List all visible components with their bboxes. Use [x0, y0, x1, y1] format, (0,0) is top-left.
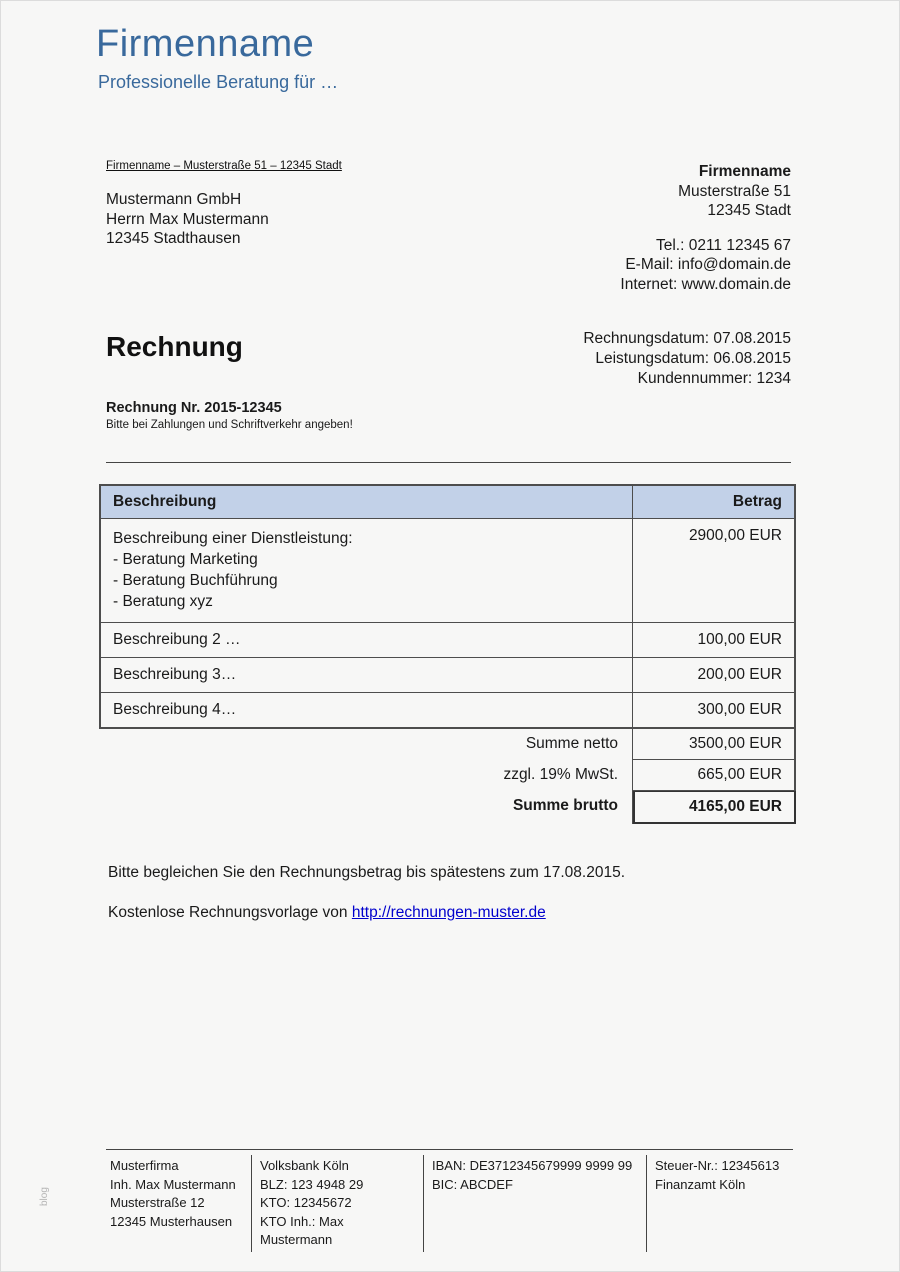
row-description: Beschreibung 4…: [101, 693, 633, 727]
watermark-text: blog: [39, 1187, 50, 1206]
summary-amount: 3500,00 EUR: [633, 729, 796, 760]
company-email: E-Mail: info@domain.de: [625, 256, 791, 273]
summary-label: Summe brutto: [99, 791, 633, 824]
company-info-block: [471, 162, 791, 294]
description-line: - Beratung Marketing: [113, 551, 258, 568]
customer-number: Kundennummer: 1234: [637, 370, 791, 387]
row-amount: 200,00 EUR: [697, 666, 782, 683]
summary-label: Summe netto: [99, 729, 633, 760]
footer-line: Finanzamt Köln: [655, 1176, 746, 1192]
summary-row-mwst: [99, 760, 796, 791]
summary-amount: 665,00 EUR: [633, 760, 796, 791]
company-website: Internet: www.domain.de: [620, 275, 791, 293]
description-line: - Beratung xyz: [113, 593, 213, 610]
recipient-address-block: [106, 190, 269, 249]
company-name: Firmenname: [96, 23, 315, 65]
payment-deadline-note: Bitte begleichen Sie den Rechnungsbetrag bis spätestens zum 17.08.2015.: [108, 864, 626, 881]
template-credit-text: Kostenlose Rechnungsvorlage von: [108, 904, 352, 921]
row-amount: 100,00 EUR: [697, 631, 782, 648]
template-credit-link[interactable]: http://rechnungen-muster.de: [351, 904, 546, 921]
company-tagline: Professionelle Beratung für …: [98, 72, 339, 92]
sender-address-line: Firmenname – Musterstraße 51 – 12345 Stadt: [106, 160, 342, 172]
table-header-row: [101, 486, 794, 519]
footer-iban-column: [423, 1155, 646, 1252]
footer-bank-column: [251, 1155, 423, 1252]
footer-line: 12345 Musterhausen: [110, 1213, 233, 1229]
invoice-table: [99, 484, 796, 824]
footer-company-column: [106, 1155, 251, 1252]
footer-line: KTO: 12345672: [260, 1195, 352, 1210]
footer-line: Steuer-Nr.: 12345613: [655, 1158, 780, 1173]
description-line: Beschreibung einer Dienstleistung:: [113, 530, 353, 547]
invoice-summary: [99, 729, 796, 824]
company-info-street: Musterstraße 51: [678, 182, 791, 200]
summary-amount: 4165,00 EUR: [633, 791, 796, 824]
row-description: Beschreibung 3…: [101, 658, 633, 692]
invoice-meta-block: [471, 329, 791, 389]
summary-label: zzgl. 19% MwSt.: [99, 760, 633, 791]
footer-tax-column: [646, 1155, 793, 1252]
row-description: [101, 519, 633, 622]
row-amount: 2900,00 EUR: [688, 527, 782, 544]
company-phone: Tel.: 0211 12345 67: [655, 236, 791, 254]
footer-line: Volksbank Köln: [260, 1158, 349, 1173]
summary-row-brutto: [99, 791, 796, 824]
brand-header: [96, 23, 338, 93]
company-contact-block: [471, 236, 791, 295]
template-credit-line: [108, 904, 546, 922]
recipient-line: Herrn Max Mustermann: [106, 210, 269, 228]
table-row: [101, 519, 794, 623]
invoice-number: Rechnung Nr. 2015-12345: [106, 400, 282, 416]
divider-line: [106, 462, 791, 463]
column-header-amount: Betrag: [732, 493, 782, 510]
column-header-description: Beschreibung: [101, 486, 633, 518]
invoice-table-main: [99, 484, 796, 729]
footer-line: IBAN: DE3712345679999 9999 99: [432, 1158, 633, 1173]
company-info-city: 12345 Stadt: [707, 202, 791, 219]
row-amount: 300,00 EUR: [697, 701, 782, 718]
footer-line: Musterfirma: [110, 1158, 179, 1173]
description-line: - Beratung Buchführung: [113, 572, 278, 589]
invoice-number-note: Bitte bei Zahlungen und Schriftverkehr angeben!: [106, 419, 353, 431]
table-row: [101, 623, 794, 658]
recipient-line: 12345 Stadthausen: [106, 230, 241, 247]
recipient-line: Mustermann GmbH: [106, 191, 242, 208]
summary-row-netto: [99, 729, 796, 760]
table-row: [101, 693, 794, 727]
row-description: Beschreibung 2 …: [101, 623, 633, 657]
footer-line: Musterstraße 12: [110, 1195, 205, 1210]
invoice-date: Rechnungsdatum: 07.08.2015: [583, 330, 791, 347]
footer-line: KTO Inh.: Max Mustermann: [260, 1213, 344, 1247]
footer-line: BIC: ABCDEF: [432, 1176, 513, 1192]
footer-line: BLZ: 123 4948 29: [260, 1176, 364, 1192]
page-title: Rechnung: [106, 331, 243, 362]
company-info-name: Firmenname: [698, 163, 791, 180]
service-date: Leistungsdatum: 06.08.2015: [595, 350, 791, 367]
footer-line: Inh. Max Mustermann: [110, 1176, 236, 1192]
table-row: [101, 658, 794, 693]
footer: [106, 1149, 793, 1252]
